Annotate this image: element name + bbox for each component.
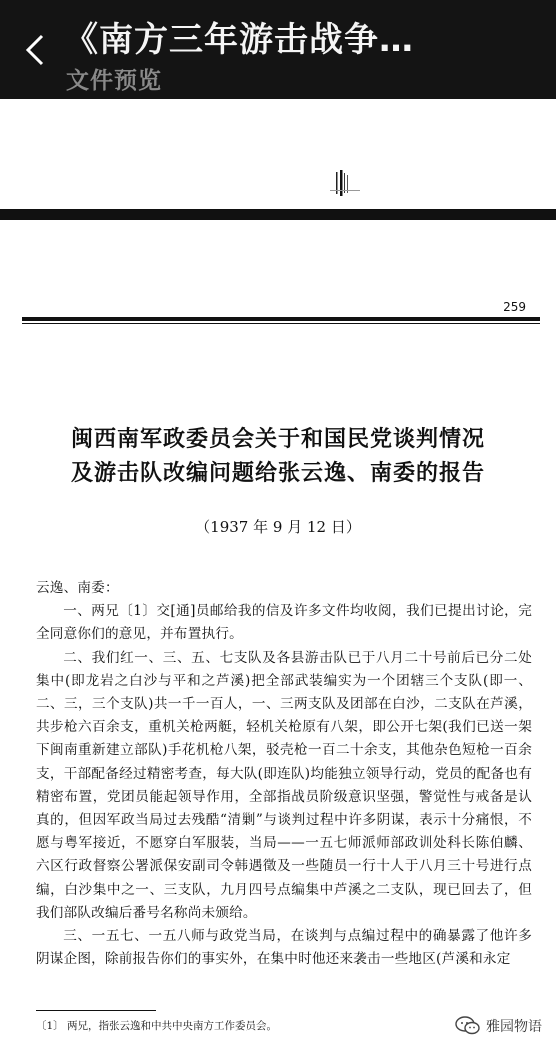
paragraph-1: 一、两兄〔1〕交[通]员邮给我的信及许多文件均收阅，我们已提出讨论，完全同意你们的意见，并布置执行。 [36,603,532,643]
footnote: 〔1〕 两兄，指张云逸和中共中央南方工作委员会。 [36,1020,278,1032]
page-separator [0,209,556,220]
watermark-text: 雅园物语 [486,1019,542,1035]
header-rule [22,317,540,321]
salutation: 云逸、南委： [36,580,119,596]
wechat-icon [455,1016,481,1036]
report-date: （1937 年 9 月 12 日） [195,518,361,536]
footnote-rule [36,1010,156,1011]
paragraph-2: 二、我们红一、三、五、七支队及各县游击队已于八月二十号前后已分二处集中(即龙岩之白沙与平和之芦溪)把全部武装编实为一个团辖三个支队(即一、二、三，三个支队)共一千一百人，一、三两支队及团部在白沙，二支队在芦溪，共步枪六百余支，重机关枪两艇，轻机关枪原有八架，即公开七架(我们已送一架下闽南重新建立部队)手花机枪八架，驳壳枪一百二十余支，其他杂色短枪一百余支，干部配备经过精密考查，每大队(即连队)均能独立领导行动，党员的配备也有精密布置，党团员能起领导作用，全部指战员阶级意识坚强，警觉性与戒备是认真的，但因军政当局过去残酷“清剿”与谈判过程中许多阴谋，表示十分痛恨，不愿与粤军接近，不愿穿白军服装，当局——一五七师派师部政训处科长陈伯麟、六区行政督察公署派保安副司令韩遇徵及一些随员一行十人于八月三十号进行点编，白沙集中之一、三支队，九月四号点编集中芦溪之二支队，现已回去了，但我们部队改编后番号名称尚未颁给。 [36,649,532,921]
top-app-bar [0,0,556,99]
scan-artifact [330,170,360,196]
page-number: 259 [503,300,526,314]
report-title-line-2: 及游击队改编问题给张云逸、南委的报告 [70,461,485,486]
report-title-line-1: 闽西南军政委员会关于和国民党谈判情况 [70,427,485,452]
back-button[interactable] [18,28,52,72]
report-body [36,577,532,971]
document-title: 《南方三年游击战争… [64,20,414,60]
file-preview-label: 文件预览 [66,68,162,94]
watermark [455,1016,542,1036]
chevron-left-icon [24,33,46,67]
paragraph-3: 三、一五七、一五八师与政党当局，在谈判与点编过程中的确暴露了他许多阴谋企图，除前报告你们的事实外，在集中时他还来袭击一些地区(芦溪和永定 [36,928,532,968]
previous-page-remnant [0,99,556,209]
header-rule-thin [22,323,540,324]
